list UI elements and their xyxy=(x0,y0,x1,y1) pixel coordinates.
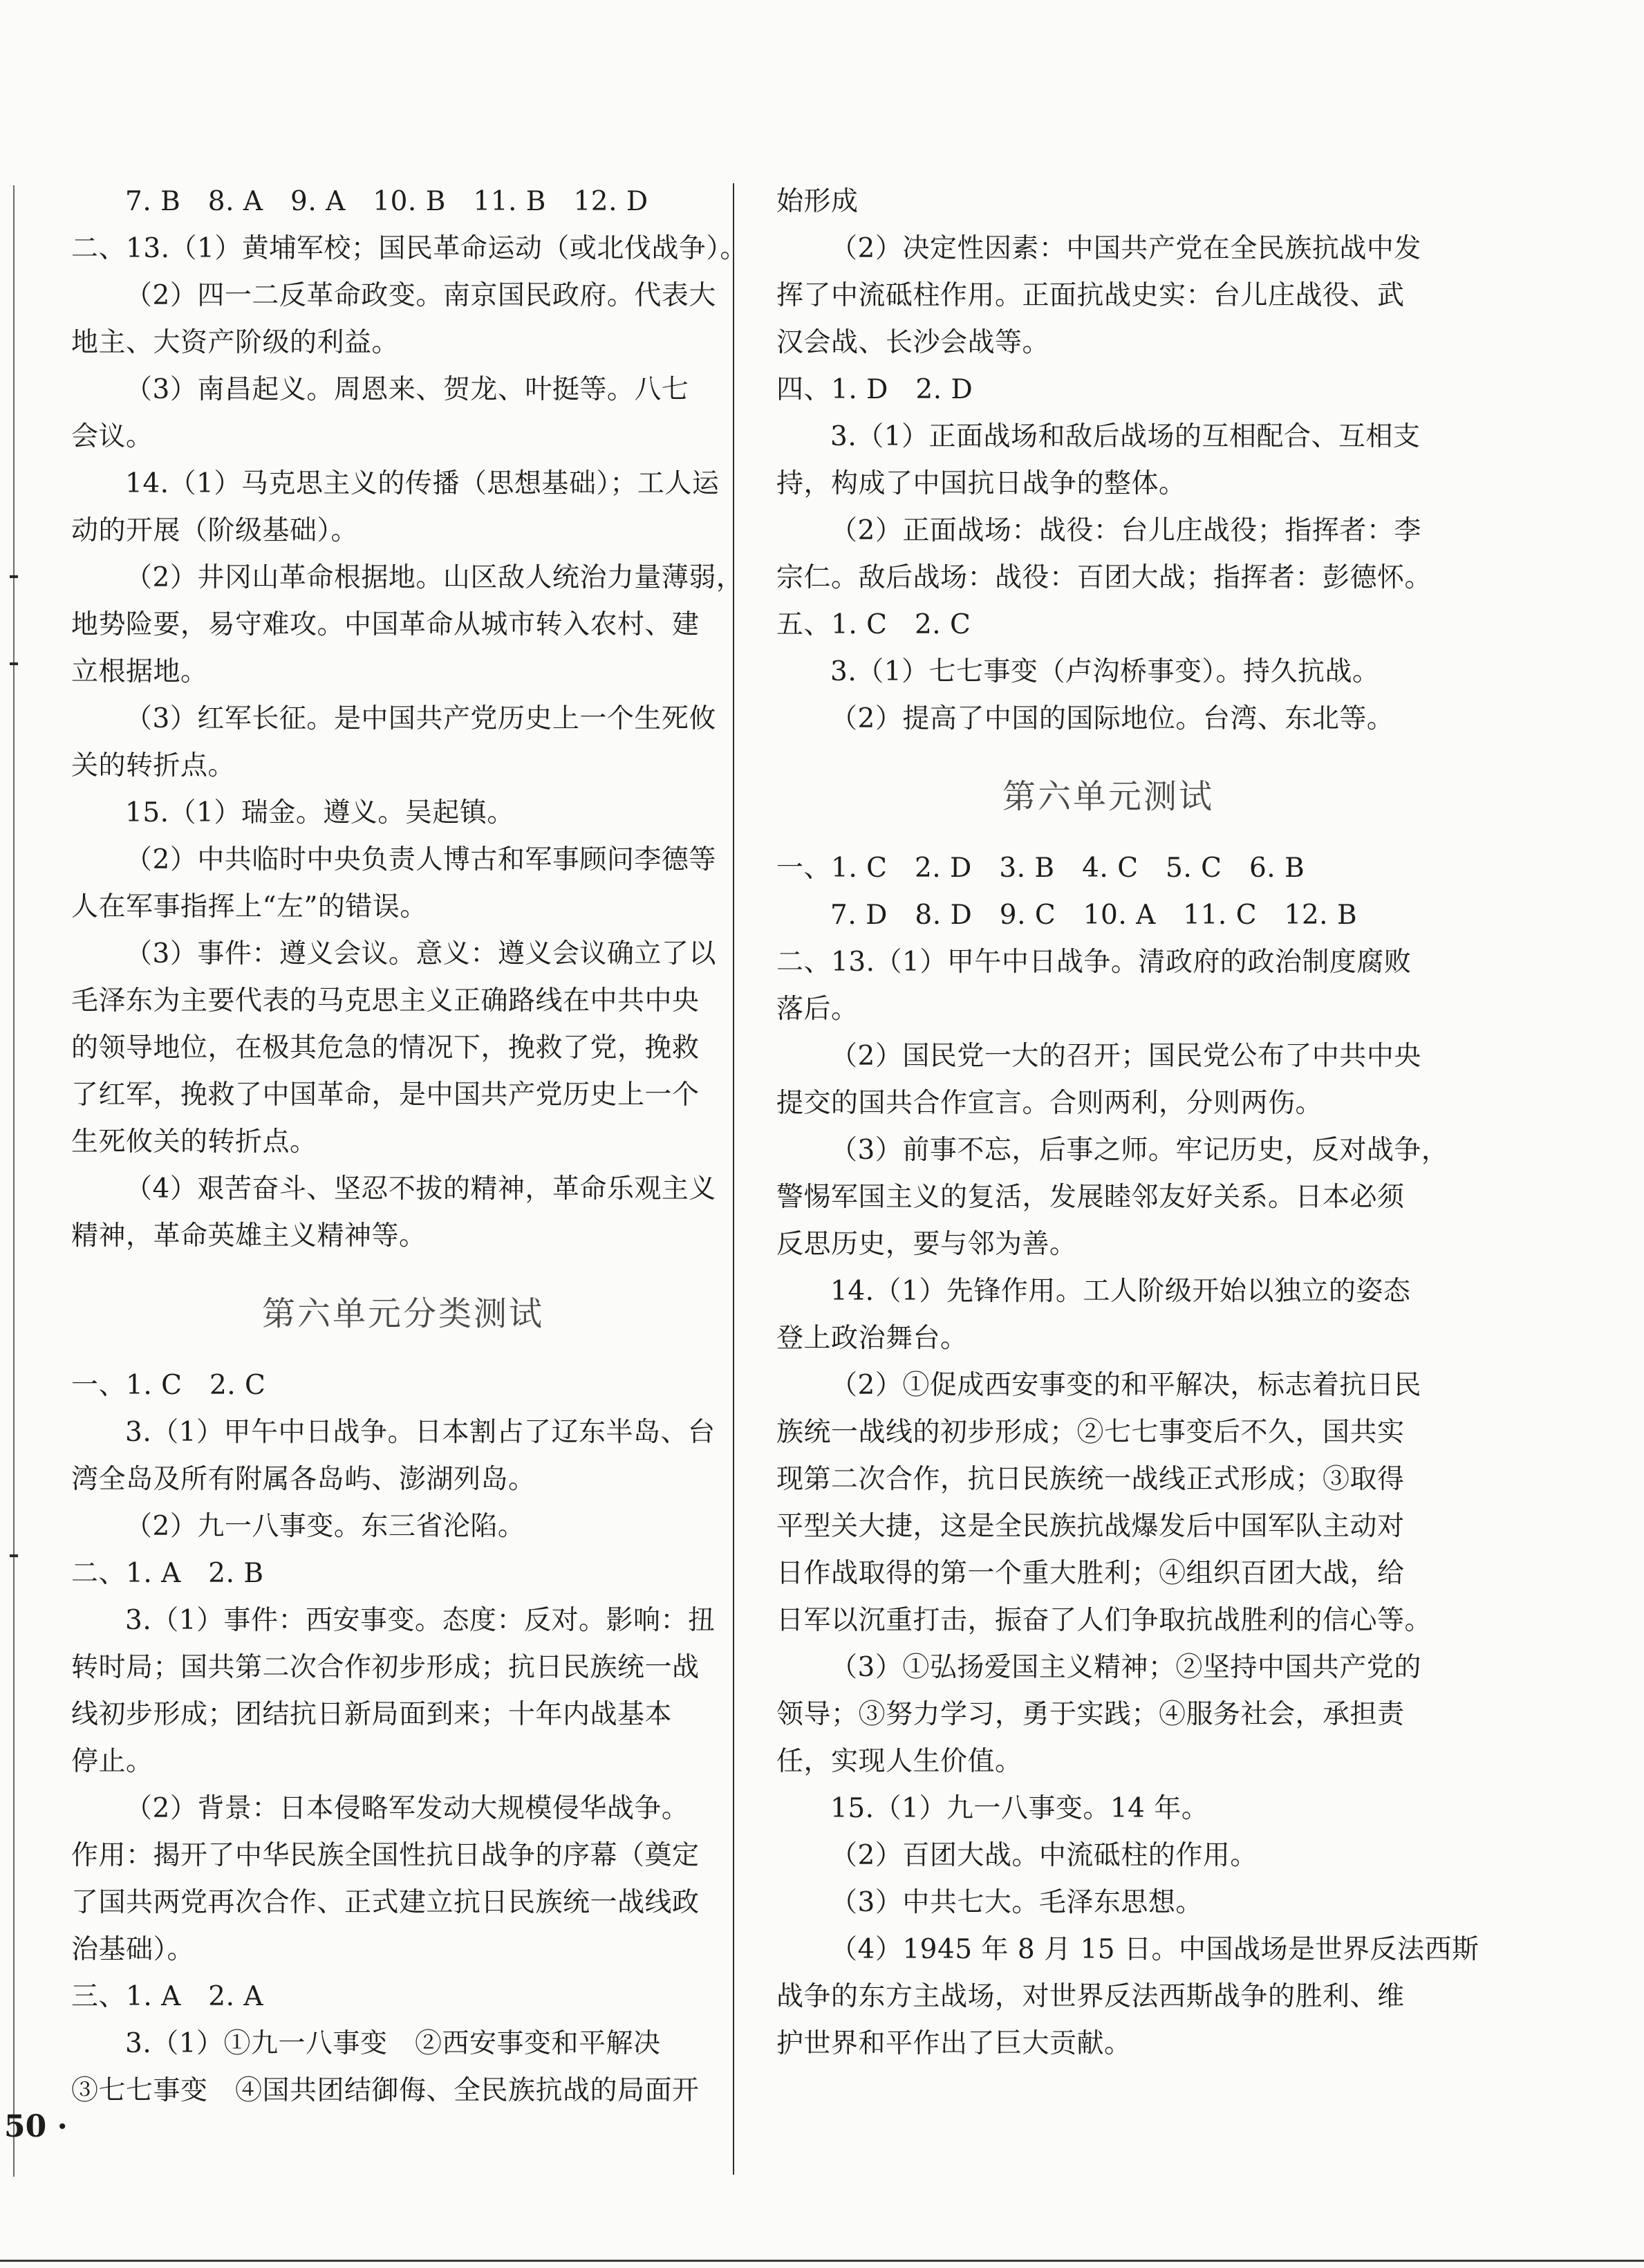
text-line: （2）国民党一大的召开；国民党公布了中共中央 xyxy=(830,1041,1421,1072)
text-line: （2）四一二反革命政变。南京国民政府。代表大 xyxy=(125,280,716,311)
left-column xyxy=(71,178,747,2114)
text-line: 族统一战线的初步形成；②七七事变后不久，国共实 xyxy=(776,1417,1405,1448)
text-line: 立根据地。 xyxy=(71,656,208,687)
binding-margin-line xyxy=(13,185,15,2177)
text-line: 护世界和平作出了巨大贡献。 xyxy=(776,2028,1132,2059)
page-number: 50 · xyxy=(4,2109,68,2144)
text-line: （2）九一八事变。东三省沦陷。 xyxy=(125,1511,525,1542)
text-line: 二、1. A 2. B xyxy=(71,1558,264,1589)
text-line: 二、13.（1）甲午中日战争。清政府的政治制度腐败 xyxy=(776,947,1412,978)
text-line: 挥了中流砥柱作用。正面抗战史实：台儿庄战役、武 xyxy=(776,280,1405,311)
text-line: 落后。 xyxy=(776,994,859,1025)
text-line: （3）事件：遵义会议。意义：遵义会议确立了以 xyxy=(125,938,716,969)
text-line: 宗仁。敌后战场：战役：百团大战；指挥者：彭德怀。 xyxy=(776,562,1432,593)
text-line: 平型关大捷，这是全民族抗战爆发后中国军队主动对 xyxy=(776,1511,1405,1542)
text-line: （2）决定性因素：中国共产党在全民族抗战中发 xyxy=(830,233,1421,264)
text-line: 领导；③努力学习，勇于实践；④服务社会，承担责 xyxy=(776,1699,1405,1730)
text-line: （3）前事不忘，后事之师。牢记历史，反对战争， xyxy=(830,1135,1449,1166)
left-answers-part1 xyxy=(71,178,747,1260)
text-line: （3）红军长征。是中国共产党历史上一个生死攸 xyxy=(125,703,716,734)
text-line: 14.（1）马克思主义的传播（思想基础）；工人运 xyxy=(125,468,720,499)
text-line: 3.（1）事件：西安事变。态度：反对。影响：扭 xyxy=(125,1605,716,1636)
text-line: 四、1. D 2. D xyxy=(776,374,973,405)
right-column xyxy=(776,178,1479,2067)
text-line: 的领导地位，在极其危急的情况下，挽救了党，挽救 xyxy=(71,1032,700,1063)
text-line: 地主、大资产阶级的利益。 xyxy=(71,327,400,358)
binding-tick xyxy=(10,575,18,578)
text-line: 14.（1）先锋作用。工人阶级开始以独立的姿态 xyxy=(830,1276,1411,1307)
section-heading-right: 第六单元测试 xyxy=(1002,777,1214,816)
text-line: 7. D 8. D 9. C 10. A 11. C 12. B xyxy=(830,900,1358,931)
right-answers-part1 xyxy=(776,178,1440,743)
text-line: 五、1. C 2. C xyxy=(776,609,971,640)
text-line: （4）艰苦奋斗、坚忍不拔的精神，革命乐观主义 xyxy=(125,1173,716,1205)
text-line: （2）正面战场：战役：台儿庄战役；指挥者：李 xyxy=(830,515,1421,546)
text-line: 3.（1）①九一八事变 ②西安事变和平解决 xyxy=(125,2028,661,2059)
text-line: 反思历史，要与邻为善。 xyxy=(776,1229,1077,1260)
text-line: 人在军事指挥上“左”的错误。 xyxy=(71,891,427,922)
text-line: 一、1. C 2. C xyxy=(71,1370,266,1401)
text-line: （3）中共七大。毛泽东思想。 xyxy=(830,1887,1203,1918)
text-line: 日军以沉重打击，振奋了人们争取抗战胜利的信心等。 xyxy=(776,1605,1432,1636)
text-line: 汉会战、长沙会战等。 xyxy=(776,327,1050,358)
text-line: 任，实现人生价值。 xyxy=(776,1746,1022,1777)
left-answers-part2 xyxy=(71,1362,735,2114)
text-line: （3）南昌起义。周恩来、贺龙、叶挺等。八七 xyxy=(125,374,689,405)
text-line: 停止。 xyxy=(71,1746,153,1777)
text-line: （2）提高了中国的国际地位。台湾、东北等。 xyxy=(830,703,1394,734)
text-line: 3.（1）七七事变（卢沟桥事变）。持久抗战。 xyxy=(830,656,1380,687)
binding-tick xyxy=(10,662,18,665)
text-line: （4）1945 年 8 月 15 日。中国战场是世界反法西斯 xyxy=(830,1934,1479,1965)
text-line: 湾全岛及所有附属各岛屿、澎湖列岛。 xyxy=(71,1464,536,1495)
text-line: 了国共两党再次合作、正式建立抗日民族统一战线政 xyxy=(71,1887,700,1918)
text-line: （3）①弘扬爱国主义精神；②坚持中国共产党的 xyxy=(830,1652,1421,1683)
text-line: 精神，革命英雄主义精神等。 xyxy=(71,1220,427,1252)
text-line: 始形成 xyxy=(776,186,859,217)
text-line: 生死攸关的转折点。 xyxy=(71,1126,317,1158)
text-line: 3.（1）甲午中日战争。日本割占了辽东半岛、台 xyxy=(125,1417,716,1448)
text-line: 7. B 8. A 9. A 10. B 11. B 12. D xyxy=(125,186,648,217)
text-line: 会议。 xyxy=(71,421,153,452)
text-line: （2）中共临时中央负责人博古和军事顾问李德等 xyxy=(125,844,716,875)
text-line: 关的转折点。 xyxy=(71,750,236,781)
text-line: 动的开展（阶级基础）。 xyxy=(71,515,359,546)
text-line: （2）背景：日本侵略军发动大规模侵华战争。 xyxy=(125,1793,689,1824)
text-line: 治基础）。 xyxy=(71,1934,195,1965)
text-line: 地势险要，易守难攻。中国革命从城市转入农村、建 xyxy=(71,609,700,640)
text-line: 日作战取得的第一个重大胜利；④组织百团大战，给 xyxy=(776,1558,1405,1589)
text-line: 持，构成了中国抗日战争的整体。 xyxy=(776,468,1186,499)
text-line: （2）①促成西安事变的和平解决，标志着抗日民 xyxy=(830,1370,1421,1401)
text-line: 毛泽东为主要代表的马克思主义正确路线在中共中央 xyxy=(71,985,700,1016)
text-line: 15.（1）九一八事变。14 年。 xyxy=(830,1793,1209,1824)
text-line: 提交的国共合作宣言。合则两利，分则两伤。 xyxy=(776,1088,1323,1119)
text-line: 3.（1）正面战场和敌后战场的互相配合、互相支 xyxy=(830,421,1421,452)
text-line: 一、1. C 2. D 3. B 4. C 5. C 6. B xyxy=(776,853,1305,884)
right-answers-part2 xyxy=(776,845,1479,2067)
text-line: 战争的东方主战场，对世界反法西斯战争的胜利、维 xyxy=(776,1981,1405,2012)
binding-tick xyxy=(10,1554,18,1557)
text-line: 警惕军国主义的复活，发展睦邻友好关系。日本必须 xyxy=(776,1182,1405,1213)
bottom-rule xyxy=(0,2260,1644,2262)
text-line: 15.（1）瑞金。遵义。吴起镇。 xyxy=(125,797,514,828)
text-line: （2）百团大战。中流砥柱的作用。 xyxy=(830,1840,1258,1871)
text-line: 现第二次合作，抗日民族统一战线正式形成；③取得 xyxy=(776,1464,1405,1495)
text-line: 登上政治舞台。 xyxy=(776,1323,968,1354)
text-line: 三、1. A 2. A xyxy=(71,1981,264,2012)
section-heading-left: 第六单元分类测试 xyxy=(261,1294,544,1333)
text-line: 作用：揭开了中华民族全国性抗日战争的序幕（奠定 xyxy=(71,1840,700,1871)
text-line: 了红军，挽救了中国革命，是中国共产党历史上一个 xyxy=(71,1079,700,1110)
text-line: ③七七事变 ④国共团结御侮、全民族抗战的局面开 xyxy=(71,2075,700,2106)
text-line: 转时局；国共第二次合作初步形成；抗日民族统一战 xyxy=(71,1652,700,1683)
text-line: 线初步形成；团结抗日新局面到来；十年内战基本 xyxy=(71,1699,673,1730)
text-line: （2）井冈山革命根据地。山区敌人统治力量薄弱， xyxy=(125,562,744,593)
text-line: 二、13.（1）黄埔军校；国民革命运动（或北伐战争）。 xyxy=(71,233,747,264)
